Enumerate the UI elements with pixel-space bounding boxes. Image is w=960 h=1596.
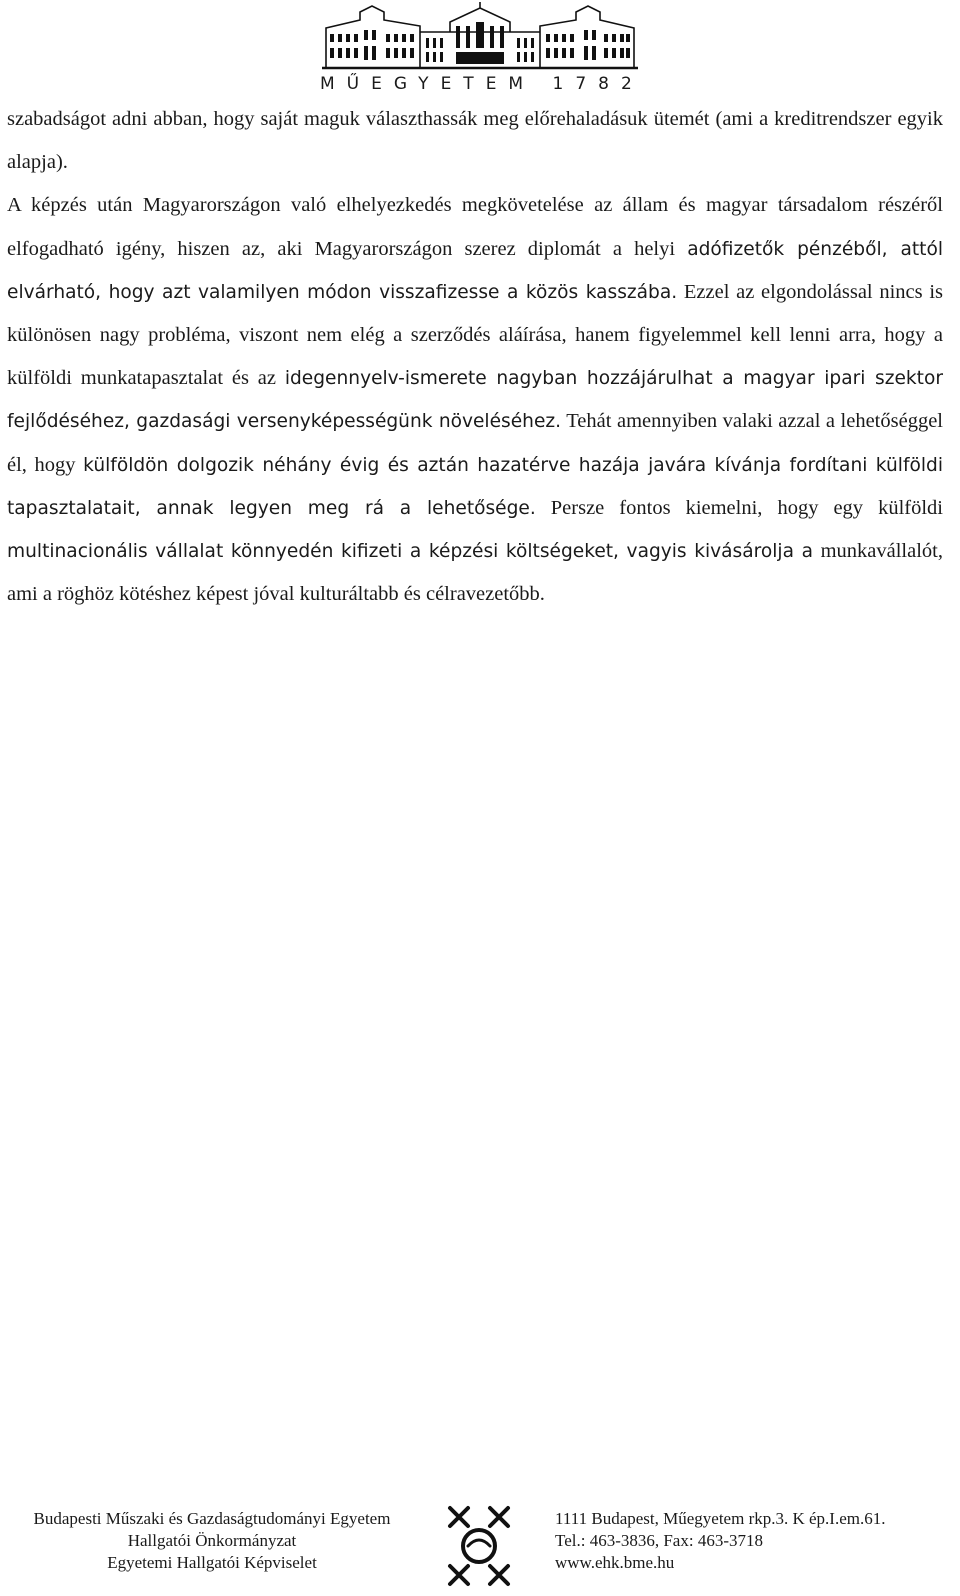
paragraph-1-text: szabadságot adni abban, hogy saját maguk választhassák meg előrehaladásuk ütemét (ami a kreditrendszer egyik alapja).	[7, 108, 943, 174]
footer-contact	[555, 1508, 955, 1574]
body-text	[7, 98, 943, 616]
footer	[0, 1500, 960, 1593]
p2-part-a: A képzés után Magyarországon való elhelyezkedés megkövetelése az állam és magyar társadalom részéről elfogadható igény, hiszen az, aki Magyarországon szerez diplomát a helyi	[7, 194, 943, 260]
footer-website-link[interactable]: www.ehk.bme.hu	[555, 1553, 675, 1572]
footer-organization	[12, 1508, 412, 1574]
footer-address: 1111 Budapest, Műegyetem rkp.3. K ép.I.em.61.	[555, 1509, 886, 1528]
p2-part-c: Ezzel az elgondolással nincs is különösen nagy probléma, viszont nem elég a szerződés aláírása, hanem figyelemmel kell lenni arra, hogy a külföldi munkatapasztalat és az	[7, 280, 943, 390]
p2-part-d: idegennyelv-ismerete nagyban hozzájárulhat a magyar ipari szektor fejlődéséhez, gazdasági versenyképességünk növeléséhez.	[7, 368, 943, 433]
p2-part-h: multinacionális vállalat könnyedén kifizeti a képzési költségeket, vagyis kivásárolja a	[7, 541, 821, 563]
footer-representation: Egyetemi Hallgatói Képviselet	[107, 1553, 317, 1572]
university-logo	[320, 2, 644, 94]
paragraph-2	[7, 184, 943, 616]
footer-self-government: Hallgatói Önkormányzat	[127, 1531, 297, 1550]
footer-university: Budapesti Műszaki és Gazdaságtudományi Egyetem	[33, 1509, 391, 1528]
p2-part-i: munkavállalót, ami a röghöz kötéshez képest jóval kulturáltabb és célravezetőbb.	[7, 540, 943, 606]
paragraph-1	[7, 98, 943, 184]
building-icon	[320, 2, 640, 72]
p2-part-g: Persze fontos kiemelni, hogy egy külföldi	[535, 496, 943, 519]
footer-phone: Tel.: 463-3836, Fax: 463-3718	[555, 1531, 763, 1550]
logo-text: MŰEGYETEM 1782	[320, 74, 644, 94]
p2-part-f: külföldön dolgozik néhány évig és aztán hazatérve hazája javára kívánja fordítani külföldi tapasztalatait, annak legyen meg rá a lehetősége.	[7, 454, 943, 519]
p2-part-e: Tehát amennyiben valaki azzal a lehetőséggel él, hogy	[7, 410, 943, 476]
ehk-logo-icon	[444, 1502, 514, 1590]
p2-part-b: adófizetők pénzéből, attól elvárható, hogy azt valamilyen módon visszafizesse a közös kasszába.	[7, 238, 943, 303]
